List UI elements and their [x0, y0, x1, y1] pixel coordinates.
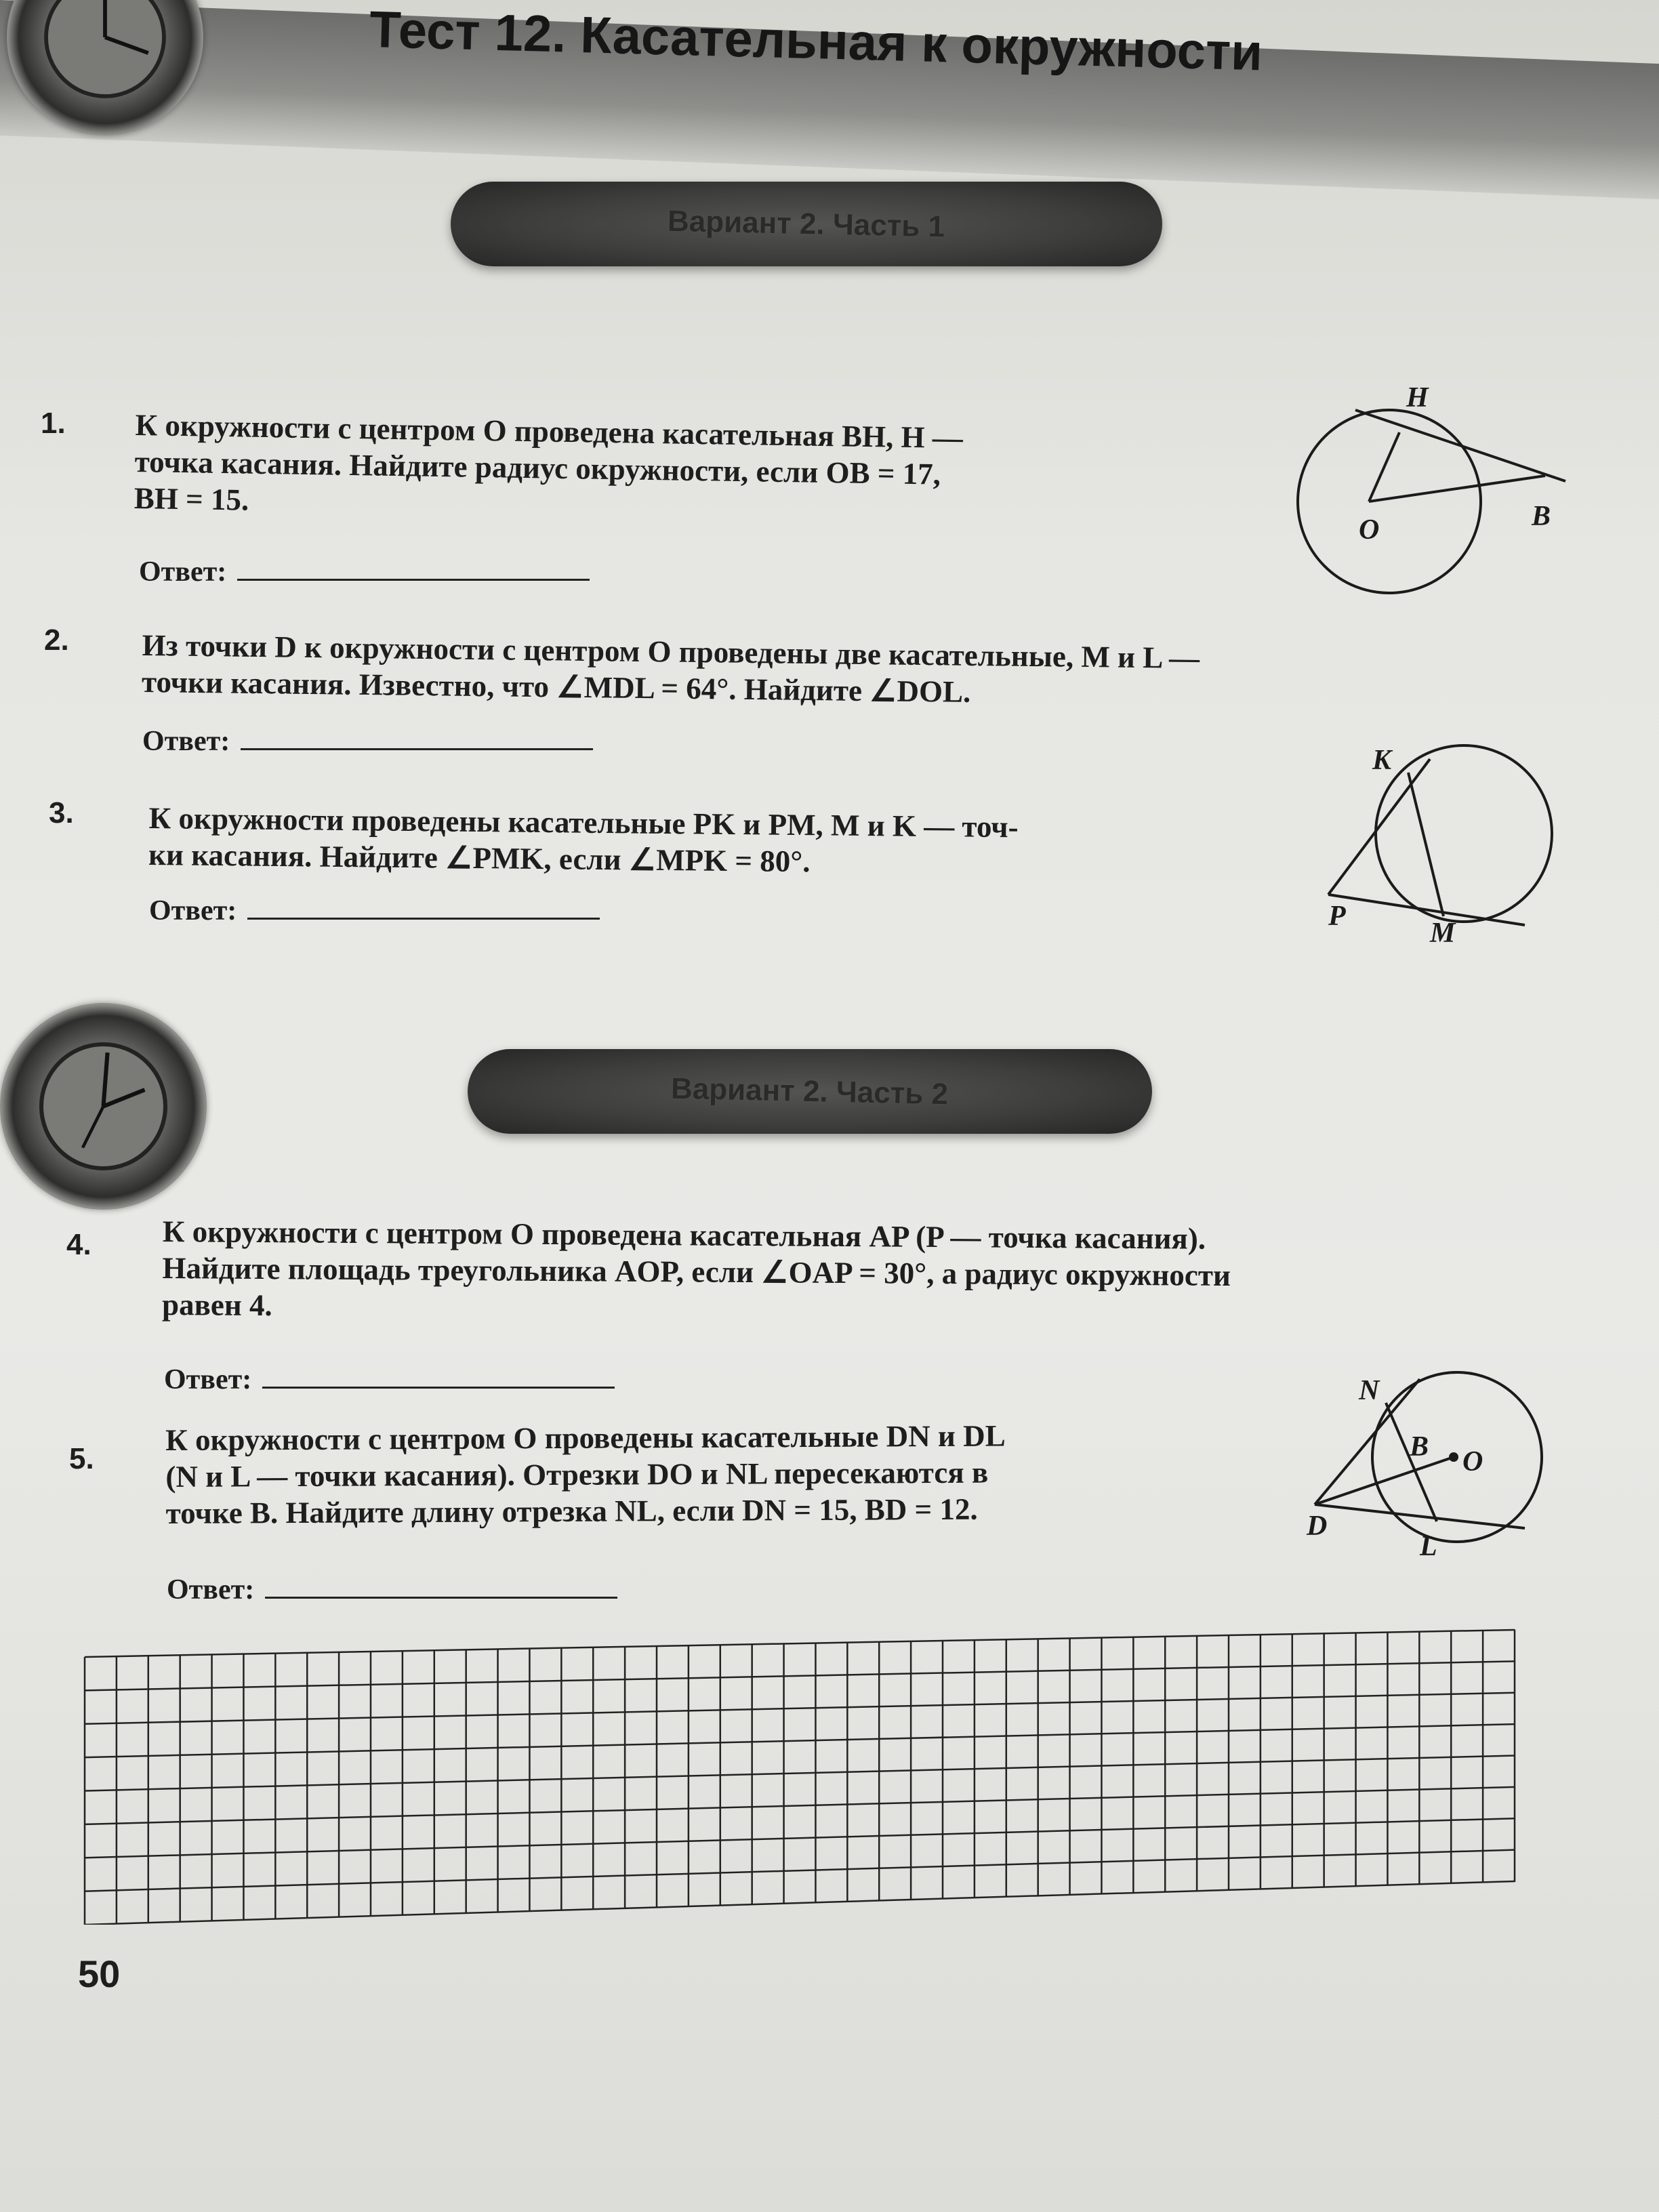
- answer-grid[interactable]: [81, 1626, 1518, 1925]
- problem-1-number: 1.: [41, 407, 66, 440]
- answer-label: Ответ:: [139, 556, 227, 588]
- problem-5-number: 5.: [69, 1442, 94, 1475]
- problem-2-text: [142, 627, 1532, 717]
- problem-2-line-2: точки касания. Известно, что ∠MDL = 64°. Найдите ∠DOL.: [141, 664, 971, 709]
- clock-icon-section: [0, 1003, 207, 1210]
- page-number: 50: [78, 1952, 121, 1995]
- fig3-label-m: M: [1430, 918, 1456, 949]
- problem-5-line-2: (N и L — точки касания). Отрезки DO и NL пересекаются в: [165, 1455, 989, 1494]
- answer-label: Ответ:: [142, 726, 230, 757]
- answer-line[interactable]: [247, 897, 600, 920]
- problem-1-answer: [139, 556, 590, 588]
- answer-line[interactable]: [241, 728, 593, 750]
- figure-1-tangent: [1274, 373, 1586, 603]
- answer-label: Ответ:: [149, 895, 237, 926]
- problem-4-line-2: Найдите площадь треугольника AOP, если ∠OAP = 30°, а радиус окружности: [162, 1250, 1231, 1293]
- problem-5-answer: [167, 1574, 617, 1606]
- problem-5-line-1: К окружности с центром O проведены касательные DN и DL: [165, 1418, 1006, 1457]
- answer-line[interactable]: [237, 558, 590, 581]
- answer-label: Ответ:: [167, 1574, 255, 1605]
- problem-1-text: [134, 407, 1246, 534]
- problem-1-line-3: BH = 15.: [134, 480, 249, 517]
- problem-4-text: [162, 1213, 1538, 1332]
- fig1-label-b: B: [1532, 501, 1551, 532]
- problem-4-number: 4.: [66, 1228, 91, 1261]
- problem-3-line-1: К окружности проведены касательные PK и PM, M и K — точ-: [148, 800, 1019, 844]
- fig5-label-b: B: [1410, 1431, 1429, 1462]
- test-title: Тест 12. Касательная к окружности: [369, 1, 1264, 82]
- problem-5-line-3: точке B. Найдите длину отрезка NL, если DN = 15, BD = 12.: [165, 1492, 978, 1530]
- problem-3-answer: [149, 895, 600, 927]
- fig1-label-o: O: [1359, 514, 1380, 546]
- section-label-part1: Вариант 2. Часть 1: [451, 182, 1162, 266]
- problem-3-line-2: ки касания. Найдите ∠PMK, если ∠MPK = 80°.: [148, 837, 811, 879]
- section-label-part2: Вариант 2. Часть 2: [468, 1049, 1152, 1134]
- figure-5-tangents: [1301, 1369, 1586, 1565]
- problem-4-line-1: К окружности с центром O проведена касательная AP (P — точка касания).: [162, 1214, 1206, 1256]
- answer-line[interactable]: [265, 1576, 617, 1599]
- problem-2-line-1: Из точки D к окружности с центром O проведены две касательные, M и L —: [142, 628, 1200, 676]
- problem-4-line-3: равен 4.: [161, 1287, 272, 1323]
- fig3-label-p: P: [1328, 901, 1346, 932]
- problem-3-text: [148, 800, 1267, 884]
- fig5-label-n: N: [1359, 1375, 1380, 1406]
- answer-line[interactable]: [262, 1366, 615, 1389]
- fig3-label-k: K: [1372, 745, 1392, 776]
- answer-label: Ответ:: [164, 1364, 252, 1395]
- problem-2-answer: [142, 725, 593, 758]
- fig5-label-l: L: [1420, 1531, 1437, 1562]
- problem-1-line-2: точка касания. Найдите радиус окружности, если OB = 17,: [134, 444, 941, 491]
- clock-icon-top: [7, 0, 203, 136]
- problem-4-answer: [164, 1364, 615, 1396]
- fig1-label-h: H: [1406, 382, 1429, 413]
- problem-1-line-1: К окружности с центром O проведена касательная BH, H —: [135, 407, 964, 455]
- problem-5-text: [165, 1416, 1271, 1532]
- fig5-label-o: O: [1462, 1446, 1483, 1477]
- figure-3-tangents: [1308, 739, 1593, 969]
- problem-3-number: 3.: [49, 796, 74, 830]
- fig5-label-d: D: [1307, 1511, 1328, 1542]
- problem-2-number: 2.: [44, 623, 69, 657]
